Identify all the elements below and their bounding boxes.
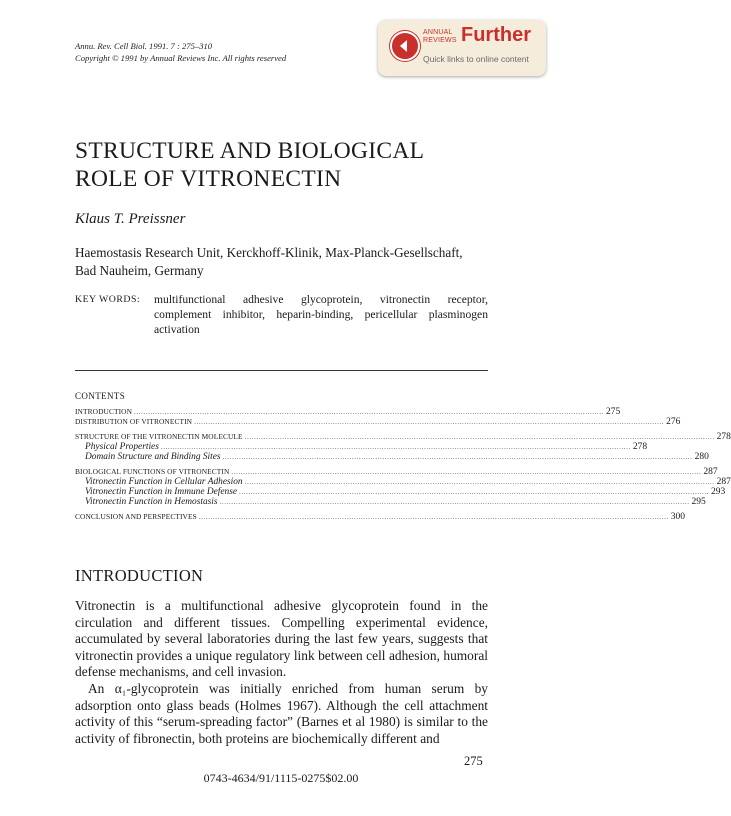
- introduction-body: [75, 598, 488, 747]
- citation-line-1: Annu. Rev. Cell Biol. 1991. 7 : 275–310: [75, 41, 213, 51]
- affiliation-line-1: Haemostasis Research Unit, Kerckhoff-Klinik, Max-Planck-Gesellschaft,: [75, 245, 463, 260]
- toc-leader-dots: ........................................................................................................................................................................................................: [244, 478, 715, 486]
- title-line-2: ROLE OF VITRONECTIN: [75, 166, 342, 192]
- journal-citation: [75, 40, 286, 64]
- toc-leader-dots: ........................................................................................................................................................................................................: [198, 513, 669, 521]
- article-code: 0743-4634/91/1115-0275$02.00: [203, 771, 359, 785]
- page-number: 275: [464, 754, 483, 768]
- toc-entry-page: 278: [716, 432, 731, 442]
- toc-entry-label: Physical Properties: [85, 442, 159, 452]
- article-title: [75, 137, 424, 193]
- toc-entry-label: INTRODUCTION: [75, 407, 133, 416]
- title-line-1: STRUCTURE AND BIOLOGICAL: [75, 138, 425, 164]
- citation-line-2: Copyright © 1991 by Annual Reviews Inc. All rights reserved: [75, 53, 287, 63]
- toc-leader-dots: ........................................................................................................................................................................................................: [244, 433, 715, 441]
- annual-reviews-further-badge[interactable]: [378, 20, 546, 76]
- toc-leader-dots: ........................................................................................................................................................................................................: [194, 418, 665, 426]
- toc-entry[interactable]: [75, 477, 731, 487]
- affiliation-line-2: Bad Nauheim, Germany: [75, 263, 204, 278]
- toc-entry-label: CONCLUSION AND PERSPECTIVES: [75, 512, 197, 521]
- table-of-contents: [75, 407, 731, 522]
- horizontal-rule: [75, 370, 488, 371]
- toc-entry[interactable]: [75, 497, 706, 507]
- toc-entry[interactable]: [75, 512, 686, 522]
- toc-entry[interactable]: [75, 442, 648, 452]
- keywords-label: KEY WORDS:: [75, 294, 141, 305]
- toc-leader-dots: ........................................................................................................................................................................................................: [239, 488, 710, 496]
- toc-entry[interactable]: [75, 407, 621, 417]
- toc-entry-page: 278: [632, 442, 648, 452]
- contents-heading: CONTENTS: [75, 391, 126, 401]
- toc-entry-label: DISTRIBUTION OF VITRONECTIN: [75, 417, 193, 426]
- toc-entry-page: 280: [694, 452, 709, 462]
- toc-entry-page: 295: [691, 497, 706, 507]
- toc-entry[interactable]: [75, 432, 731, 442]
- toc-entry-label: BIOLOGICAL FUNCTIONS OF VITRONECTIN: [75, 467, 230, 476]
- toc-entry[interactable]: [75, 467, 718, 477]
- toc-entry-label: Domain Structure and Binding Sites: [85, 452, 221, 462]
- toc-leader-dots: ........................................................................................................................................................................................................: [134, 408, 605, 416]
- toc-entry[interactable]: [75, 487, 726, 497]
- toc-entry-label: Vitronectin Function in Hemostasis: [85, 497, 218, 507]
- toc-entry-label: STRUCTURE OF THE VITRONECTIN MOLECULE: [75, 432, 243, 441]
- arrow-left-circle-icon: [390, 31, 420, 61]
- toc-entry-page: 276: [666, 417, 681, 427]
- toc-leader-dots: ........................................................................................................................................................................................................: [160, 443, 631, 451]
- toc-entry-label: Vitronectin Function in Cellular Adhesion: [85, 477, 243, 487]
- toc-leader-dots: ........................................................................................................................................................................................................: [219, 498, 690, 506]
- introduction-heading: INTRODUCTION: [75, 566, 204, 585]
- toc-entry-page: 287: [703, 467, 718, 477]
- toc-leader-dots: ........................................................................................................................................................................................................: [222, 453, 693, 461]
- badge-annual-text: ANNUAL: [423, 29, 453, 36]
- toc-entry[interactable]: [75, 417, 681, 427]
- toc-entry-page: 300: [670, 512, 686, 522]
- introduction-paragraph-1: Vitronectin is a multifunctional adhesive glycoprotein found in the circulation and different tissues. Compelling experimental evidence, accumulated by several laboratories during the last few years, suggests that vitronectin provides a unique regulatory link between cell adhesion, humoral defense mechanisms, and cell invasion.: [75, 598, 488, 680]
- badge-subtitle: Quick links to online content: [423, 54, 529, 64]
- toc-entry-page: 287: [716, 477, 731, 487]
- author-name: Klaus T. Preissner: [75, 211, 186, 227]
- author-affiliation: [75, 244, 463, 280]
- toc-leader-dots: ........................................................................................................................................................................................................: [231, 468, 702, 476]
- badge-annual-reviews-label: [423, 29, 457, 45]
- introduction-paragraph-2: An α₁-glycoprotein was initially enriched from human serum by adsorption onto glass beads (Holmes 1967). Although the cell attachment activity of this “serum-spreading factor” (Barnes et al 1980) is similar to the activity of fibronectin, both proteins are biochemically different and: [75, 680, 488, 746]
- toc-entry-label: Vitronectin Function in Immune Defense: [85, 487, 238, 497]
- badge-further-text: Further: [461, 24, 531, 46]
- toc-entry-page: 293: [711, 487, 726, 497]
- toc-entry-page: 275: [606, 407, 621, 417]
- badge-reviews-text: REVIEWS: [423, 37, 457, 44]
- toc-entry[interactable]: [75, 452, 709, 462]
- keywords-text: multifunctional adhesive glycoprotein, vitronectin receptor, complement inhibitor, heparin-binding, pericellular plasminogen activation: [154, 293, 488, 336]
